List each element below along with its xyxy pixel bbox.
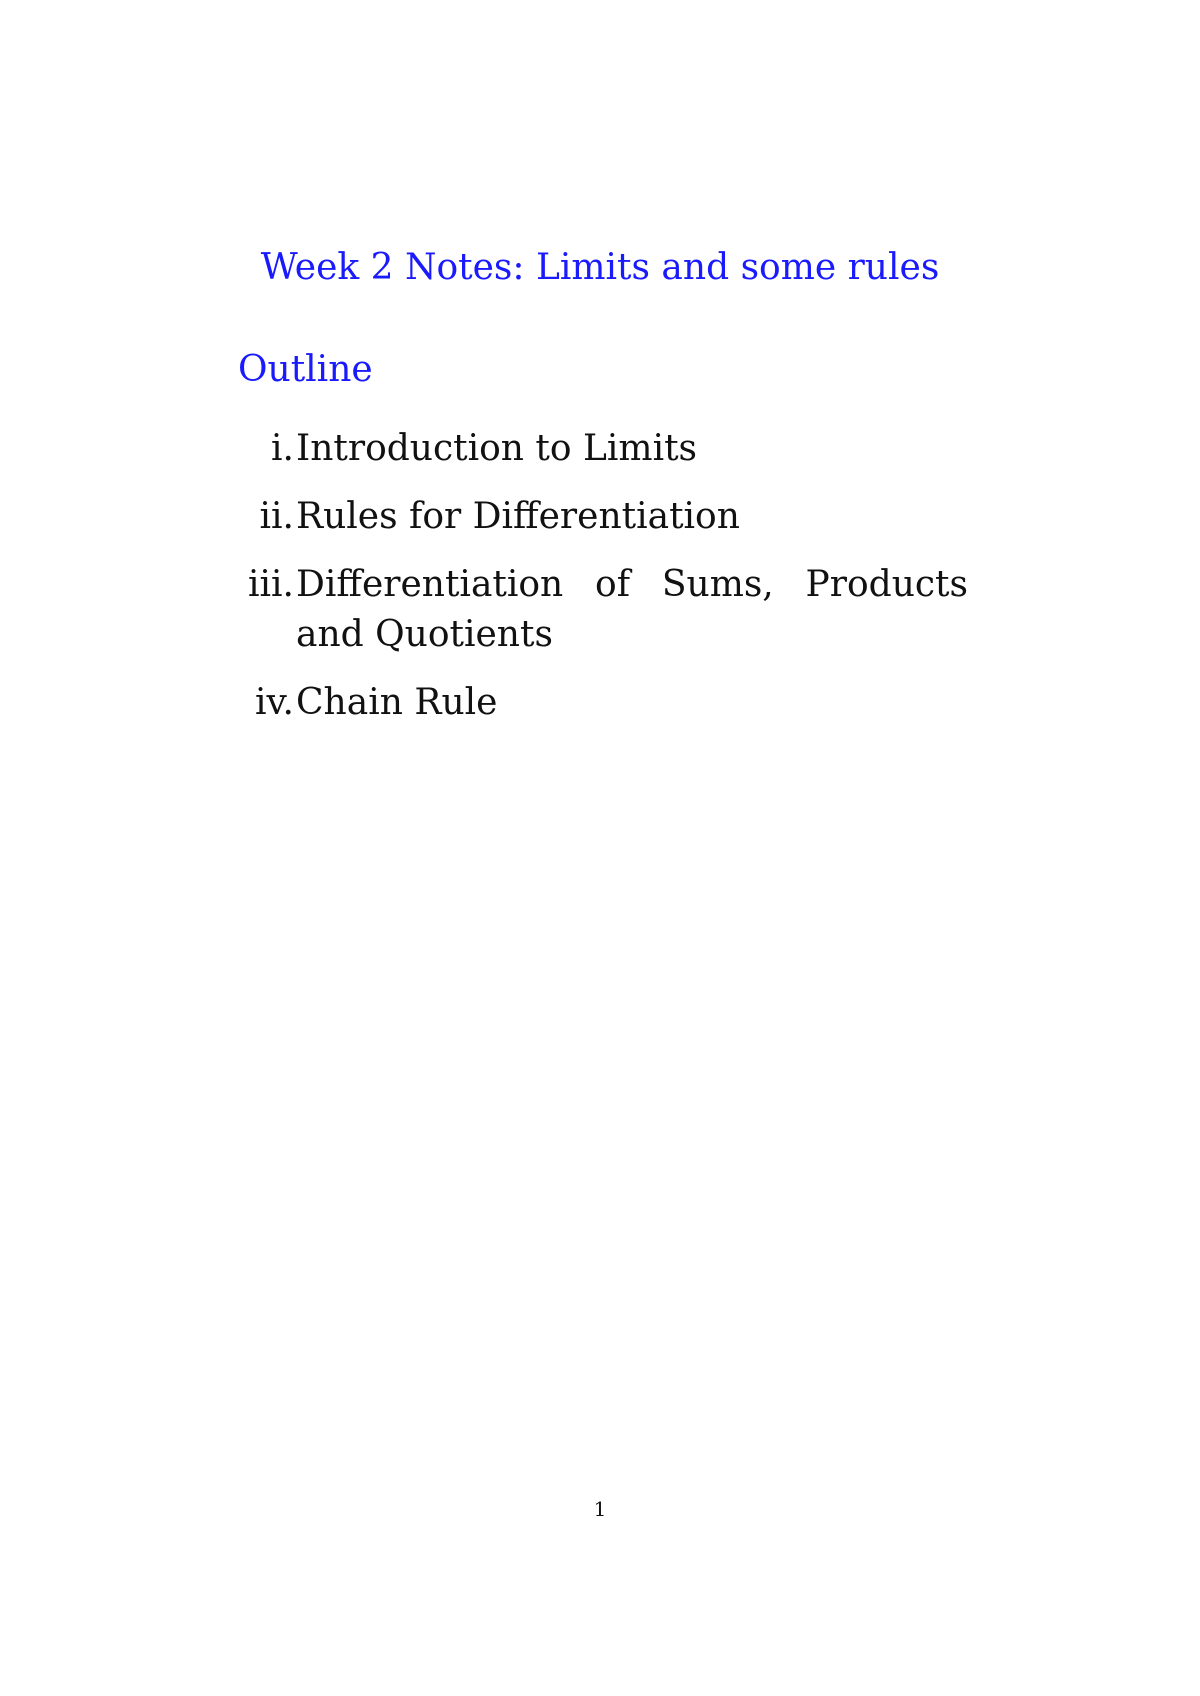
outline-item-number: ii. [259, 496, 294, 537]
document-title: Week 2 Notes: Limits and some rules [260, 247, 940, 288]
outline-item-number: iv. [254, 682, 294, 723]
section-heading-outline: Outline [238, 349, 373, 390]
outline-item-text: Chain Rule [296, 682, 498, 723]
page-number: 1 [593, 1497, 607, 1521]
outline-item-number: iii. [248, 564, 294, 605]
outline-item-text: Rules for Differentiation [296, 496, 740, 537]
outline-item-text: Differentiation of Sums, Products and Quotients [296, 564, 968, 655]
outline-item-text: Introduction to Limits [296, 428, 698, 469]
outline-item-number: i. [271, 428, 294, 469]
